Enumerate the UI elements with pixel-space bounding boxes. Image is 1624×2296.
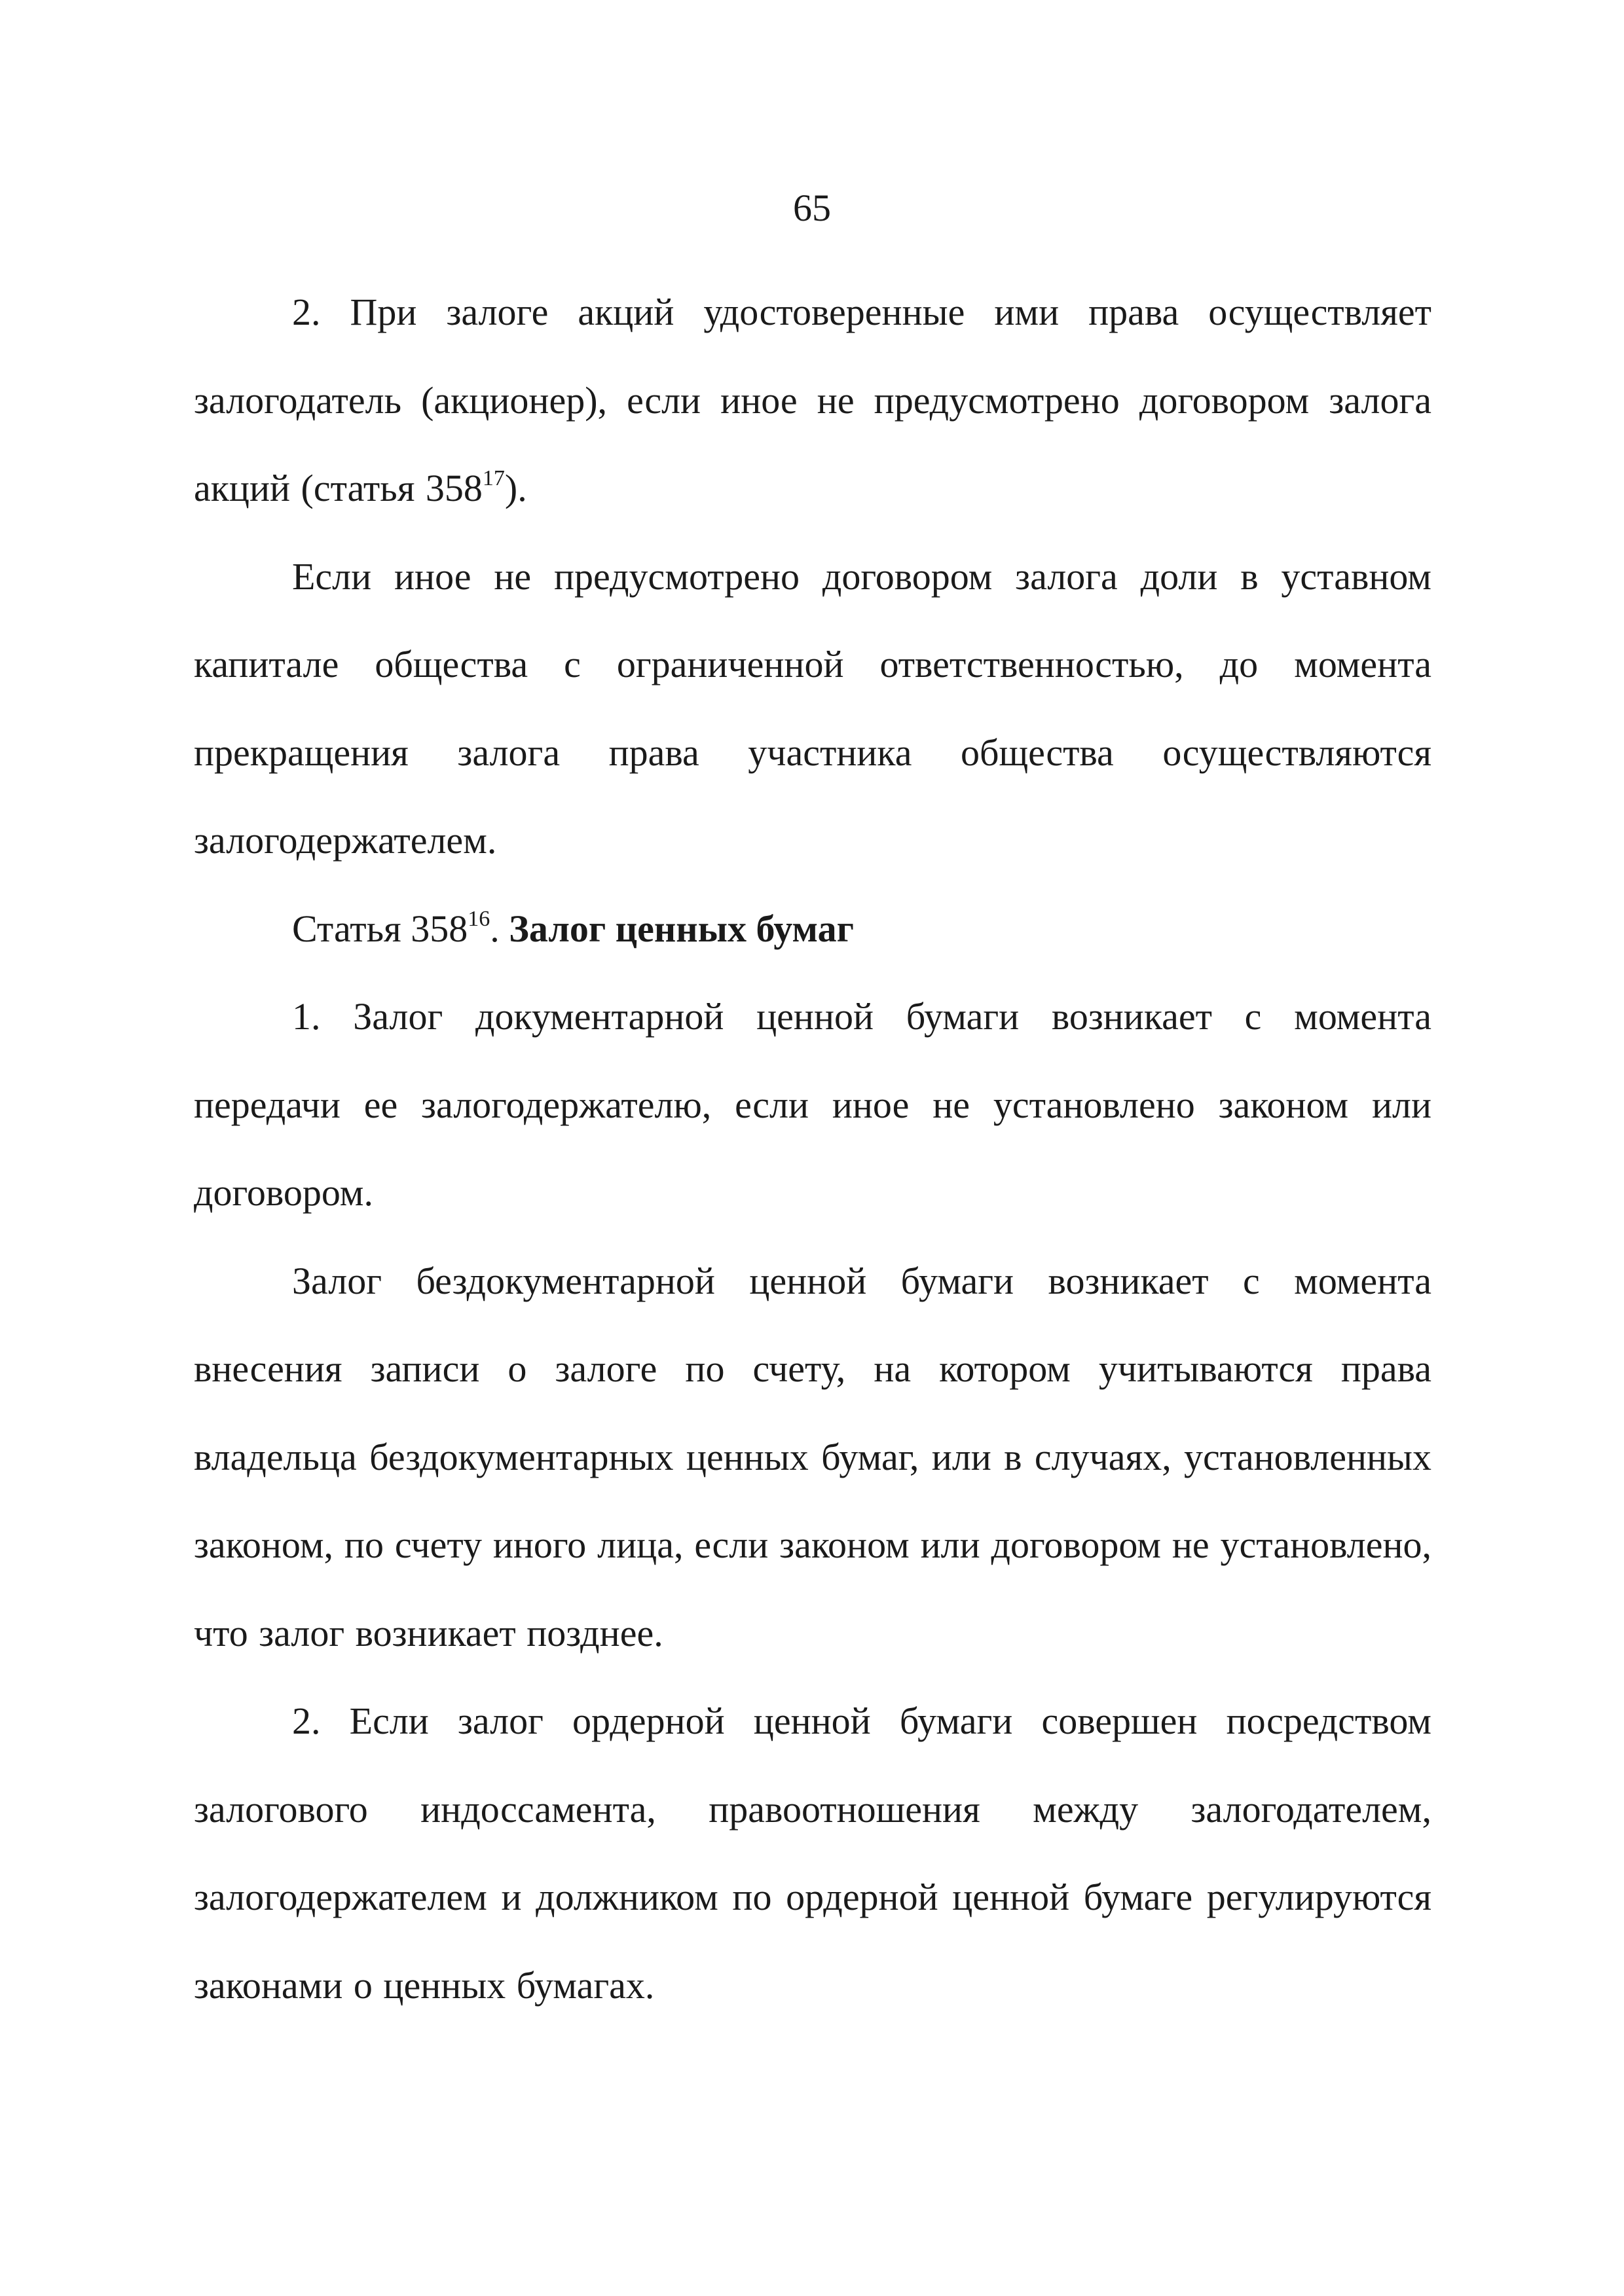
paragraph-shares-pledge (194, 268, 1431, 533)
paragraph-text: 2. При залоге акций удостоверенные ими права осуществляет залогодатель (акционер), если иное не предусмотрено договором залога акций (статья 358 (194, 291, 1431, 509)
article-number: Статья 358 (292, 907, 468, 950)
page-number: 65 (793, 187, 831, 229)
paragraph-uncertificated-securities: Залог бездокументарной ценной бумаги возникает с момента внесения записи о залоге по счету, на котором учитываются права владельца бездокументарных ценных бумаг, или в случаях, установленных законом, по счету иного лица, если законом или договором не установлено, что залог возникает позднее. (194, 1259, 1431, 1654)
paragraph-order-securities: 2. Если залог ордерной ценной бумаги совершен посредством залогового индоссамента, правоотношения между залогодателем, залогодержателем и должником по ордерной ценной бумаге регулируются законами о ценных бумагах. (194, 1700, 1431, 2007)
article-dot: . (490, 907, 509, 950)
superscript-index: 16 (468, 906, 490, 931)
article-heading (194, 885, 1431, 974)
document-body (194, 268, 1431, 2030)
article-title: Залог ценных бумаг (509, 907, 854, 950)
paragraph-share-capital: Если иное не предусмотрено договором залога доли в уставном капитале общества с ограниченной ответственностью, до момента прекращения залога права участника общества осуществляются залогодержателем. (194, 555, 1431, 862)
paragraph-documentary-securities: 1. Залог документарной ценной бумаги возникает с момента передачи ее залогодержателю, если иное не установлено законом или договором. (194, 995, 1431, 1214)
superscript-index: 17 (482, 466, 505, 490)
paragraph-text-end: ). (504, 467, 527, 509)
